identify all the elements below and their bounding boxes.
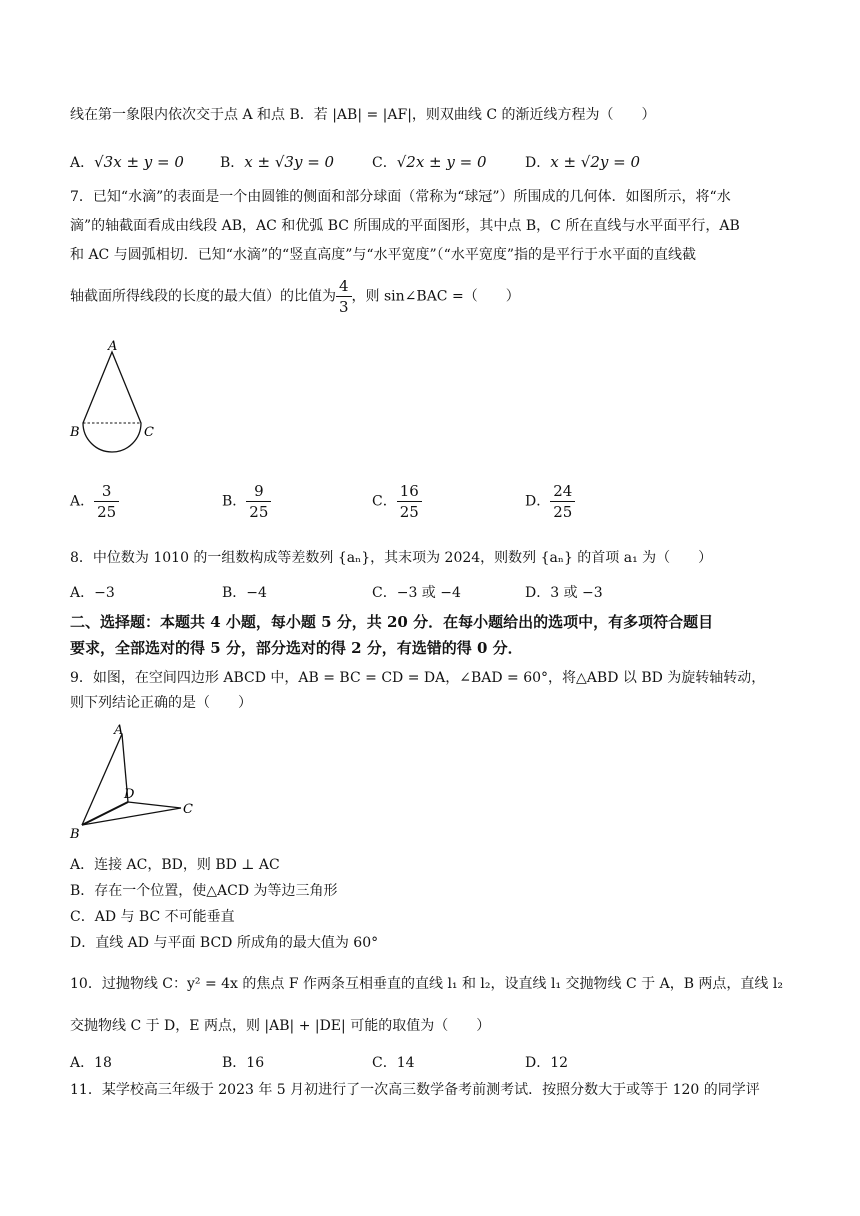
q6-option-b: B．x ± √3y = 0 bbox=[220, 153, 335, 171]
section-2-heading-line-1: 二、选择题：本题共 4 小题，每小题 5 分，共 20 分．在每小题给出的选项中，有多项符合题目 bbox=[70, 613, 714, 631]
q8-stem: 8．中位数为 1010 的一组数构成等差数列 {aₙ}，其末项为 2024，则数列 {aₙ} 的首项 a₁ 为（ ） bbox=[70, 550, 713, 566]
q11-stem-line-1: 11．某学校高三年级于 2023 年 5 月初进行了一次高三数学备考前测考试．按照分数大于或等于 120 的同学评 bbox=[70, 1082, 760, 1098]
water-drop-outline bbox=[83, 352, 141, 452]
q6-option-d: D．x ± √2y = 0 bbox=[525, 153, 641, 171]
water-drop-label-a: A bbox=[108, 339, 118, 354]
tetra-label-d: D bbox=[124, 787, 135, 802]
q8-option-d: D．3 或 −3 bbox=[525, 585, 603, 601]
q10-option-a: A．18 bbox=[70, 1055, 112, 1071]
tetra-label-a: A bbox=[114, 723, 124, 738]
q10-option-d: D．12 bbox=[525, 1055, 569, 1071]
water-drop-figure bbox=[66, 338, 176, 468]
q10-option-c: C．14 bbox=[372, 1055, 415, 1071]
q7-option-d: D． $\frac{24}{25}$ bbox=[525, 481, 575, 522]
q10-stem-line-2: 交抛物线 C 于 D，E 两点，则 |AB| + |DE| 可能的取值为（ ） bbox=[70, 1018, 491, 1034]
q7-options bbox=[70, 481, 790, 525]
water-drop-label-c: C bbox=[144, 425, 154, 440]
q7-stem-line-1: 7．已知“水滴”的表面是一个由圆锥的侧面和部分球面（常称为“球冠”）所围成的几何体．如图所示，将“水 bbox=[70, 189, 731, 205]
q7-stem-line-2: 滴”的轴截面看成由线段 AB，AC 和优弧 BC 所围成的平面图形，其中点 B，C 所在直线与水平面平行，AB bbox=[70, 218, 740, 234]
q6-stem-continuation: 线在第一象限内依次交于点 A 和点 B．若 |AB| = |AF|，则双曲线 C 的渐近线方程为（ ） bbox=[70, 107, 656, 123]
edge-ab bbox=[82, 734, 122, 825]
edge-dc bbox=[128, 802, 181, 808]
q8-option-a: A．−3 bbox=[70, 585, 115, 601]
tetra-label-b: B bbox=[70, 827, 80, 842]
q7-stem-line-3: 和 AC 与圆弧相切．已知“水滴”的“竖直高度”与“水平宽度”（“水平宽度”指的是平行于水平面的直线截 bbox=[70, 247, 696, 263]
q9-stem-line-1: 9．如图，在空间四边形 ABCD 中，AB = BC = CD = DA，∠BAD = 60°，将△ABD 以 BD 为旋转轴转动， bbox=[70, 670, 766, 686]
water-drop-label-b: B bbox=[70, 425, 80, 440]
q7-ratio-numerator: 4 bbox=[339, 277, 349, 295]
q7-stem-line-4 bbox=[70, 276, 812, 317]
q6-option-c: C．√2x ± y = 0 bbox=[372, 153, 487, 171]
q9-option-a: A．连接 AC，BD，则 BD ⊥ AC bbox=[70, 857, 280, 873]
q7-option-b: B． $\frac{9}{25}$ bbox=[222, 481, 271, 522]
q6-option-a: A．√3x ± y = 0 bbox=[70, 153, 184, 171]
q7-ratio-intro: 轴截面所得线段的长度的最大值）的比值为 bbox=[70, 288, 336, 305]
q7-option-a: A． $\frac{3}{25}$ bbox=[70, 481, 119, 522]
q7-ratio-fraction bbox=[336, 276, 352, 317]
q8-option-b: B．−4 bbox=[222, 585, 267, 601]
tetrahedron-figure bbox=[66, 720, 201, 845]
q10-stem-line-1: 10．过抛物线 C：y² = 4x 的焦点 F 作两条互相垂直的直线 l₁ 和 l₂，设直线 l₁ 交抛物线 C 于 A，B 两点，直线 l₂ bbox=[70, 976, 783, 992]
q10-option-b: B．16 bbox=[222, 1055, 265, 1071]
q8-option-c: C．−3 或 −4 bbox=[372, 585, 461, 601]
q9-option-c: C．AD 与 BC 不可能垂直 bbox=[70, 909, 235, 925]
q9-option-d: D．直线 AD 与平面 BCD 所成角的最大值为 60° bbox=[70, 935, 379, 951]
q7-option-c: C． $\frac{16}{25}$ bbox=[372, 481, 422, 522]
q9-option-b: B．存在一个位置，使△ACD 为等边三角形 bbox=[70, 883, 338, 899]
q7-ratio-question: ，则 sin∠BAC =（ ） bbox=[351, 288, 520, 305]
section-2-heading-line-2: 要求，全部选对的得 5 分，部分选对的得 2 分，有选错的得 0 分． bbox=[70, 639, 523, 657]
tetra-label-c: C bbox=[183, 802, 193, 817]
q9-stem-line-2: 则下列结论正确的是（ ） bbox=[70, 695, 252, 711]
q7-ratio-denominator: 3 bbox=[336, 296, 352, 317]
